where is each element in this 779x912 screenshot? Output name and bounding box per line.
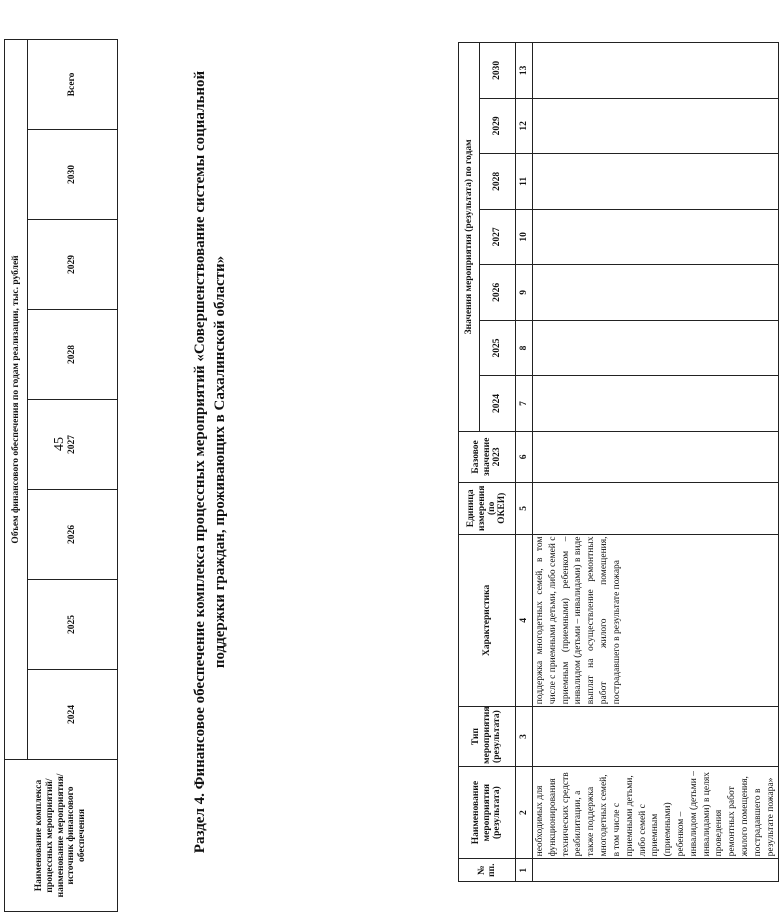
- page-number: 45: [52, 437, 67, 451]
- header-base: Базовое значение 2023: [459, 431, 516, 482]
- cell-name: необходимых для функционирования технических средств реабилитации, а также поддержка многодетных семей, в том числе с приемными детьми, либо семей с приемным (приемными) ребенком – инвалидом (детьми – инвалидами) в целях проведения ремонтных работ жилого помещения, пострадавшего в результате пожара»: [533, 766, 779, 859]
- header-year: 2024: [480, 376, 516, 432]
- table-row: [533, 43, 779, 882]
- column-number: 7: [516, 376, 533, 432]
- header-characteristic: Характеристика: [459, 534, 516, 707]
- header-year: 2029: [480, 98, 516, 154]
- cell-no: [533, 859, 779, 882]
- header-name: Наименование мероприятия (результата): [459, 766, 516, 859]
- cell-value: [533, 320, 779, 376]
- financing-year: 2026: [28, 490, 118, 580]
- column-number: 2: [516, 766, 533, 859]
- financing-year: 2027: [28, 400, 118, 490]
- financing-first-column-header: Наименование комплекса процессных мероприятий/наименование мероприятия/ источник финансового обеспечения: [5, 760, 118, 912]
- column-number: 9: [516, 265, 533, 321]
- column-number: 13: [516, 43, 533, 99]
- financing-year: 2024: [28, 670, 118, 760]
- financing-year: 2030: [28, 130, 118, 220]
- header-type: Тип мероприятия (результата): [459, 707, 516, 767]
- cell-base: [533, 431, 779, 482]
- column-number: 11: [516, 154, 533, 210]
- rotated-page-content: [0, 32, 776, 912]
- cell-value: [533, 265, 779, 321]
- financing-year: 2029: [28, 220, 118, 310]
- financing-year: 2028: [28, 310, 118, 400]
- cell-unit: [533, 483, 779, 534]
- column-number: 10: [516, 209, 533, 265]
- section-title: Раздел 4. Финансовое обеспечение комплекса процессных мероприятий «Совершенствование системы социальной поддержки граждан, проживающих в Сахалинской области»: [192, 70, 229, 854]
- column-number: 3: [516, 707, 533, 767]
- column-number-row: [516, 43, 533, 882]
- header-row-top: [459, 43, 480, 882]
- header-year: 2027: [480, 209, 516, 265]
- header-no: № пп.: [459, 859, 516, 882]
- column-number: 1: [516, 859, 533, 882]
- cell-characteristic: поддержка многодетных семей, в том числе с приемными детьми, либо семей с приемным (приемными) ребенком – инвалидом (детьми – инвалидами) в виде выплат на осуществление ремонтных работ жилого помещения, пострадавшего в результате пожара: [533, 534, 779, 707]
- financing-table: [4, 39, 118, 912]
- header-unit: Единица измерения (по ОКЕИ): [459, 483, 516, 534]
- cell-value: [533, 154, 779, 210]
- activity-values-table: [458, 42, 779, 882]
- header-year: 2026: [480, 265, 516, 321]
- column-number: 8: [516, 320, 533, 376]
- column-number: 5: [516, 483, 533, 534]
- financing-year: 2025: [28, 580, 118, 670]
- column-number: 12: [516, 98, 533, 154]
- financing-header-top: [5, 39, 28, 911]
- cell-value: [533, 209, 779, 265]
- cell-value: [533, 376, 779, 432]
- cell-type: [533, 707, 779, 767]
- header-years-group: Значения мероприятия (результата) по годам: [459, 43, 480, 432]
- header-year: 2028: [480, 154, 516, 210]
- cell-value: [533, 43, 779, 99]
- column-number: 4: [516, 534, 533, 707]
- header-year: 2030: [480, 43, 516, 99]
- financing-group-header: Объем финансового обеспечения по годам реализации, тыс. рублей: [5, 39, 28, 759]
- cell-value: [533, 98, 779, 154]
- column-number: 6: [516, 431, 533, 482]
- financing-total: Всего: [28, 39, 118, 129]
- header-year: 2025: [480, 320, 516, 376]
